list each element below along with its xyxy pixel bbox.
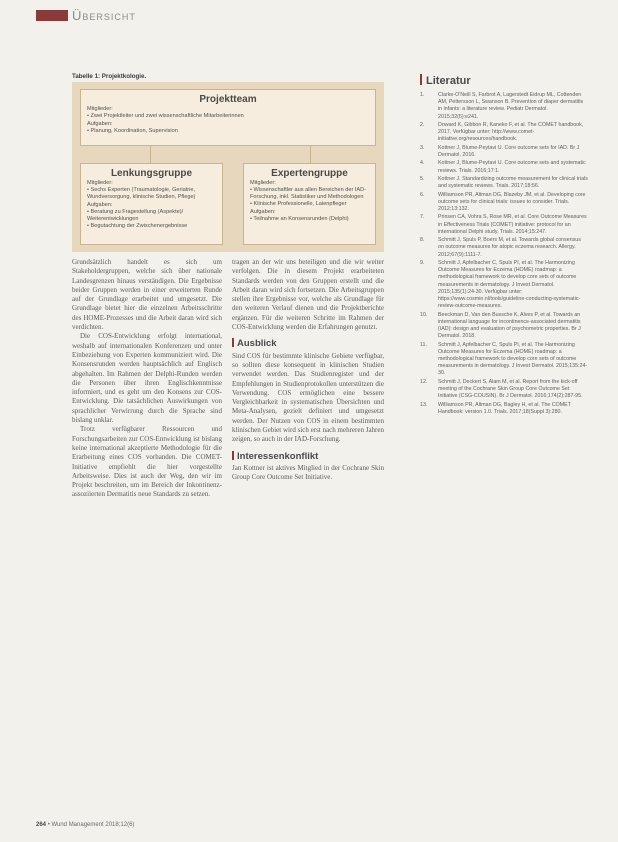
reference-item — [420, 92, 588, 121]
journal-name: • Wund Management 2018;12(6) — [47, 822, 135, 828]
reference-item — [420, 260, 588, 310]
reference-list — [420, 92, 588, 417]
reference-item — [420, 145, 588, 159]
reference-text: Williamson PR, Altman DG, Blazeby JM, et al. Developing core outcome sets for clinical trials: issues to consider. Trials. 2012;13:132. — [438, 191, 586, 212]
steering-group-members-head: Mitglieder: — [87, 180, 113, 186]
reference-number: 6. — [420, 191, 425, 198]
connector-line — [150, 146, 151, 163]
section-title-ausblick: Ausblick — [232, 338, 384, 348]
reference-number: 13. — [420, 401, 428, 408]
expert-group-members-head: Mitglieder: — [250, 180, 276, 186]
literature-title: Literatur — [420, 74, 471, 87]
reference-item — [420, 402, 588, 416]
reference-number: 12. — [420, 378, 428, 385]
section-title-interessenkonflikt: Interessenkonflikt — [232, 451, 384, 461]
reference-number: 1. — [420, 92, 425, 98]
project-team-tasks-head: Aufgaben: — [87, 121, 113, 127]
reference-item — [420, 237, 588, 259]
project-team-title: Projektteam — [199, 94, 257, 105]
header-accent-bar — [36, 10, 68, 21]
project-team-members-head: Mitglieder: — [87, 106, 113, 112]
reference-text: Kottner J. Standardizing outcome measurement for clinical trials and systematic reviews. Trials. 2017;18:56. — [438, 175, 588, 190]
project-team-box — [80, 89, 376, 146]
paragraph: Jan Kottner ist aktives Mitglied in der Cochrane Skin Group Core Outcome Set Initiative. — [232, 463, 384, 482]
reference-number: 11. — [420, 341, 427, 348]
reference-text: Schmitt J, Apfelbacher C, Spuls PI, et al. The Harmonizing Outcome Measures for Eczema (HOME) roadmap: a methodological framework to develop core sets of outcome measurements in dermatology. J Invest Dermatol. 2015;135:24-30. — [438, 341, 588, 377]
steering-group-title: Lenkungsgruppe — [110, 168, 193, 179]
paragraph: Die COS-Entwicklung erfolgt international, weshalb auf internationalen Konferenzen und unter Einbeziehung von Experten kommuniziert wird. Die Konsensrunden werden hauptsächlich auf Englisch abgehalten. Im Rahmen der Delphi-Runden werden die Personen über ihren Englischkenntnisse informiert, und es geht um den Konsens zur COS-Entwicklung. Die tatsächlichen Auswirkungen von sprachlicher Verwirrung durch die Sprache sind bislang unklar. — [72, 332, 222, 425]
section-header-title: Übersicht — [72, 8, 136, 23]
expert-group-member: • Klinische Professionelle, Laienpfleger — [250, 201, 347, 207]
project-team-members: • Zwei Projektleiter und zwei wissenschaftliche Mitarbeiterinnen — [87, 113, 244, 119]
reference-number: 7. — [420, 214, 425, 221]
reference-item — [420, 192, 588, 214]
body-column-left — [72, 258, 222, 500]
reference-item — [420, 176, 588, 190]
reference-item — [420, 214, 588, 236]
reference-text: Clarke-O'Neill S, Farbrot A, Lagerstedt Eidrup ML, Cottenden AM, Pettersson L, Swanson B. Prevention of diaper dermatitis in infants: a literature review. Pediatr Dermatol. 2015;32(6):e241. — [438, 92, 584, 120]
reference-number: 5. — [420, 175, 425, 182]
steering-group-box — [80, 163, 223, 245]
paragraph: Sind COS für bestimmte klinische Gebiete verfügbar, so sollten diese konsequent in klinischen Studien verwendet werden. Das Studienregister und der Empfehlungen in Studienprotokollen unterstützen die Verwendung. COS ermöglichen eine bessere Vergleichbarkeit in systematischen Übersichten und Meta-Analysen, gezielt definiert und umgesetzt werden. Der Nutzen von COS in einem bestimmten klinischen Gebiet wird sich erst nach mehreren Jahren zeigen, so auch in der IAD-Forschung. — [232, 351, 384, 444]
project-team-tasks: • Planung, Koordination, Supervision — [87, 128, 178, 134]
reference-item — [420, 379, 588, 401]
page-footer — [36, 822, 134, 828]
connector-line — [310, 146, 311, 163]
reference-number: 4. — [420, 160, 425, 167]
body-column-middle — [232, 258, 384, 483]
reference-number: 8. — [420, 237, 425, 244]
steering-group-task: • Begutachtung der Zwischenergebnisse — [87, 223, 188, 229]
expert-group-tasks-head: Aufgaben: — [250, 209, 276, 215]
reference-item — [420, 312, 588, 341]
reference-item — [420, 342, 588, 378]
steering-group-tasks-head: Aufgaben: — [87, 202, 113, 208]
reference-text: Prinsen CA, Vohra S, Rose MR, et al. Core Outcome Measures in Effectiveness Trials (COMET) initiative: protocol for an international Delphi study. Trials. 2014;15:247. — [438, 214, 587, 235]
steering-group-task: • Beratung zu Fragestellung (Aspekte)/ Weiterentwicklungen — [87, 209, 184, 222]
reference-text: Schmitt J, Apfelbacher C, Spuls PI, et al. The Harmonizing Outcome Measures for Eczema (HOME) roadmap: a methodological framework to develop core sets of outcome measurements in dermatology. J Invest Dermatol. 2015;135(1):24-30. Verfügbar unter: https://www.cosmin.nl/tools/guideline-conducting-systematic-review-outcome-measures. — [438, 259, 581, 310]
reference-item — [420, 160, 588, 174]
reference-text: Beeckman D, Van den Bussche K, Alves P, et al. Towards an international language for incontinence-associated dermatitis (IAD): design and evaluation of psychometric properties. Br J Dermatol. 2018. — [438, 311, 581, 340]
page-number: 264 — [36, 822, 47, 828]
reference-number: 9. — [420, 259, 425, 266]
reference-text: Schmitt J, Spuls P, Boers M, et al. Towards global consensus on outcome measures for atopic eczema research. Allergy. 2012;67(9):1111-7. — [438, 237, 581, 258]
table-caption: Tabelle 1: Projektkologie. — [72, 73, 147, 80]
paragraph: Grundsätzlich handelt es sich um Stakeholdergruppen, welche sich über nationale Landesgrenzen hinaus verständigen. Die Ergebnisse beider Gruppen werden in einer erweiterten Runde auf der Grundlage erarbeitet und umgesetzt. Die Grundlage bietet hier die einzelnen Arbeitsschritte des HOME-Prozesses und die Arbeit daran wird sich verdichten. — [72, 258, 222, 332]
expert-group-title: Expertengruppe — [271, 168, 348, 179]
expert-group-member: • Wissenschaftler aus allen Bereichen der IAD-Forschung, inkl. Statistiker und Methodologen — [250, 187, 367, 200]
reference-item — [420, 122, 588, 144]
reference-text: Schmitt J, Deckert S, Alam M, et al. Report from the kick-off meeting of the Cochrane Skin Group Core Outcome Set Initiative (CSG-COUSIN). Br J Dermatol. 2016;174(2):287-95. — [438, 378, 583, 400]
paragraph: Trotz verfügbarer Ressourcen und Forschungsarbeiten zur COS-Entwicklung ist bislang keine international akzeptierte Methodologie für die Erarbeitung eines COS vorhanden. Die COMET-Initiative empfiehlt die hier vorgestellte Arbeitsweise. Dies ist auch der Weg, den wir im Projekt beschreiten, um im Bereich der Inkontinenz-assoziierten Dermatitis neue Standards zu setzen. — [72, 425, 222, 499]
expert-group-tasks: • Teilnahme an Konsensrunden (Delphi) — [250, 216, 349, 222]
reference-text: Kottner J, Blume-Peytavi U. Core outcome sets for IAD. Br J Dermatol. 2016. — [438, 144, 580, 158]
expert-group-box — [243, 163, 376, 245]
reference-text: Williamson PR, Altman DG, Bagley H, et al. The COMET Handbook: version 1.0. Trials. 2017;18(Suppl 3):280. — [438, 401, 571, 415]
steering-group-members: • Sechs Experten (Traumatologie, Geriatrie, Wundversorgung, klinische Studien, Pflege) — [87, 187, 196, 200]
paragraph: tragen an der wir uns beteiligen und die wir weiter verfolgen. Die in diesem Projekt erarbeiteten Standards werden von den Gruppen erstellt und die Arbeit daran wird sich fortsetzen. Die Arbeitsgruppen stellen ihre Ergebnisse vor, welche als Grundlage für den weiteren Verlauf dienen und die Projektberichte ergänzen. Für die weiteren Schritte im Rahmen der COS-Entwicklung werden die Erfahrungen genutzt. — [232, 258, 384, 332]
reference-text: Kottner J, Blume-Peytavi U. Core outcome sets and systematic reviews. Trials. 2016;17:1. — [438, 160, 586, 174]
reference-number: 10. — [420, 311, 428, 318]
reference-number: 2. — [420, 122, 425, 128]
reference-text: Doward K, Gibbon R, Kaneko F, et al. The COMET handbook, 2017. Verfügbar unter: http://www.comet-initiative.org/resources/handbook. — [438, 122, 584, 143]
reference-number: 3. — [420, 144, 425, 151]
